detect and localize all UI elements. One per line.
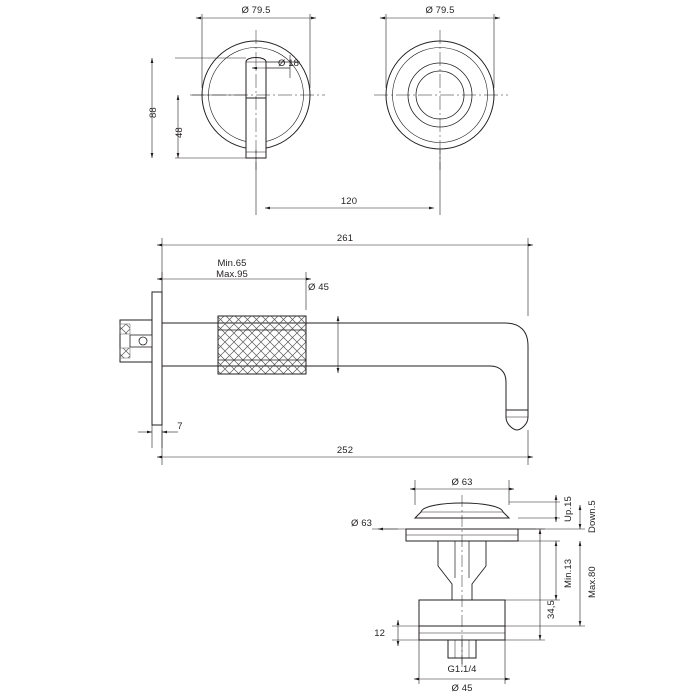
- waste-down-label: Down.5: [587, 500, 598, 533]
- waste-cap-diameter-label: Ø 63: [451, 477, 473, 488]
- waste-valve-section: [406, 495, 518, 672]
- waste-thread-label: G1.1/4: [447, 664, 477, 675]
- waste-nut-height-label: 12: [374, 628, 385, 639]
- wall-thickness-label: 7: [177, 421, 183, 432]
- spout-total-length-label: 261: [336, 233, 354, 244]
- spout-dimensions: [138, 238, 533, 465]
- spout-min-label: Min.65: [217, 258, 247, 269]
- left-plate-diameter-label: Ø 79.5: [241, 5, 271, 16]
- waste-min-label: Min.13: [563, 558, 574, 588]
- spout-max-label: Max.95: [216, 269, 248, 280]
- center-distance-label: 120: [340, 196, 358, 207]
- waste-max-label: Max.80: [587, 566, 598, 598]
- left-escutcheon-plate: [190, 30, 325, 170]
- top-view-dimensions: [152, 14, 500, 215]
- spout-elevation: [120, 292, 528, 430]
- waste-base-diameter-label: Ø 45: [451, 683, 473, 694]
- waste-flange-diameter-label: Ø 63: [351, 518, 372, 529]
- spout-diameter-label: Ø 45: [308, 282, 329, 293]
- right-escutcheon-plate: [374, 30, 508, 170]
- waste-total-height-label: 34,5: [546, 600, 557, 619]
- spindle-diameter-label: Ø 18: [278, 58, 299, 69]
- right-plate-diameter-label: Ø 79.5: [425, 5, 455, 16]
- waste-up-label: Up.15: [563, 496, 574, 522]
- spout-projection-label: 252: [336, 445, 354, 456]
- plate-inner-height-label: 48: [174, 127, 185, 138]
- plate-height-label: 88: [148, 107, 159, 118]
